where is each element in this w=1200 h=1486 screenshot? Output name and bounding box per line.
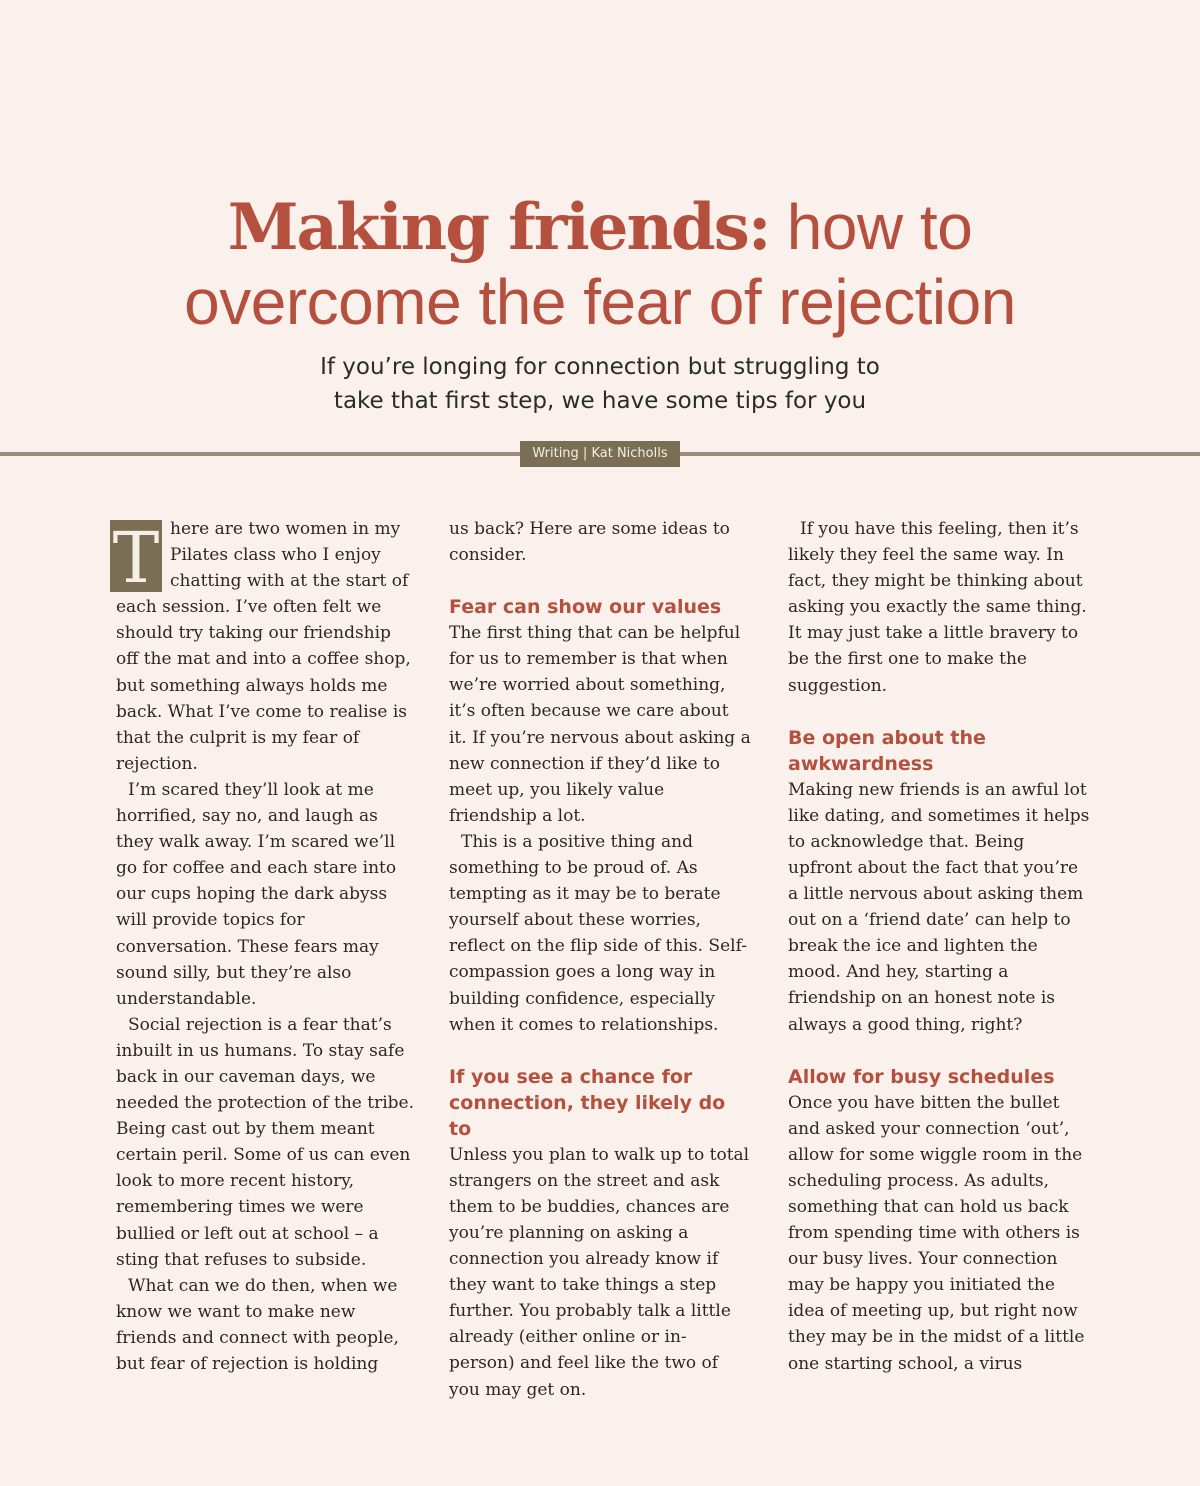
title-line2: overcome the fear of rejection [184,266,1016,338]
paragraph: This is a positive thing and something to be proud of. As tempting as it may be to berate yourself about these worries, reflect on the flip side of this. Self-compassion goes a long way in building confidence, especially when it comes to relationships. [449,831,747,1035]
paragraph: Once you have bitten the bullet and asked your connection ‘out’, allow for some wiggle room in the scheduling process. As adults, something that can hold us back from spending time with others is our busy lives. Your connection may be happy you initiated the idea of meeting up, but right now they may be in the midst of a little one starting school, a virus [788,1092,1085,1374]
drop-cap: T [110,520,162,592]
paragraph: us back? Here are some ideas to consider. [449,519,730,566]
paragraph: Making new friends is an awful lot like dating, and sometimes it helps to acknowledge that. Being upfront about the fact that you’re a little nervous about asking them out on a ‘friend date’ can help to break the ice and lighten the mood. And hey, starting a friendship on an honest note is always a good thing, right? [788,779,1090,1035]
subheading: Fear can show our values [449,596,722,619]
subheading: Allow for busy schedules [788,1065,1055,1088]
paragraph: What can we do then, when we know we want to make new friends and connect with people, but fear of rejection is holding [116,1275,399,1374]
paragraph: Social rejection is a fear that’s inbuilt in us humans. To stay safe back in our caveman days, we needed the protection of the tribe. Being cast out by them meant certain peril. Some of us can even look to more recent history, remembering times we were bullied or left out at school – a sting that refuses to subside. [116,1014,414,1270]
paragraph: If you have this feeling, then it’s likely they feel the same way. In fact, they might be thinking about asking you exactly the same thing. It may just take a little bravery to be the first one to make the suggestion. [788,519,1087,696]
standfirst-line2: take that first step, we have some tips for you [333,388,867,414]
article-standfirst [250,350,950,418]
paragraph: here are two women in my Pilates class who I enjoy chatting with at the start of each session. I’ve often felt we should try taking our friendship off the mat and into a coffee shop, but something always holds me back. What I’ve come to realise is that the culprit is my fear of rejection. [116,519,411,774]
paragraph: The first thing that can be helpful for us to remember is that when we’re worried about something, it’s often because we care about it. If you’re nervous about asking a new connection if they’d like to meet up, you likely value friendship a lot. [449,623,751,826]
byline-badge: Writing | Kat Nicholls [520,441,680,467]
article-column-3 [788,516,1090,1377]
article-column-1 [112,516,418,1377]
article-title [0,190,1200,339]
title-serif-part: Making friends: [227,190,770,265]
article-column-2 [449,516,751,1403]
standfirst-line1: If you’re longing for connection but struggling to [320,354,880,380]
paragraph: I’m scared they’ll look at me horrified, say no, and laugh as they walk away. I’m scared we’ll go for coffee and each stare into our cups hoping the dark abyss will provide topics for conversation. These fears may sound silly, but they’re also understandable. [116,779,397,1009]
subheading: Be open about the awkwardness [788,726,986,775]
paragraph: Unless you plan to walk up to total strangers on the street and ask them to be buddies, chances are you’re planning on asking a connection you already know if they want to take things a step further. You probably talk a little already (either online or in-person) and feel like the two of you may get on. [449,1144,750,1400]
subheading: If you see a chance for connection, they likely do to [449,1065,726,1140]
title-rest-line1: how to [769,191,973,263]
